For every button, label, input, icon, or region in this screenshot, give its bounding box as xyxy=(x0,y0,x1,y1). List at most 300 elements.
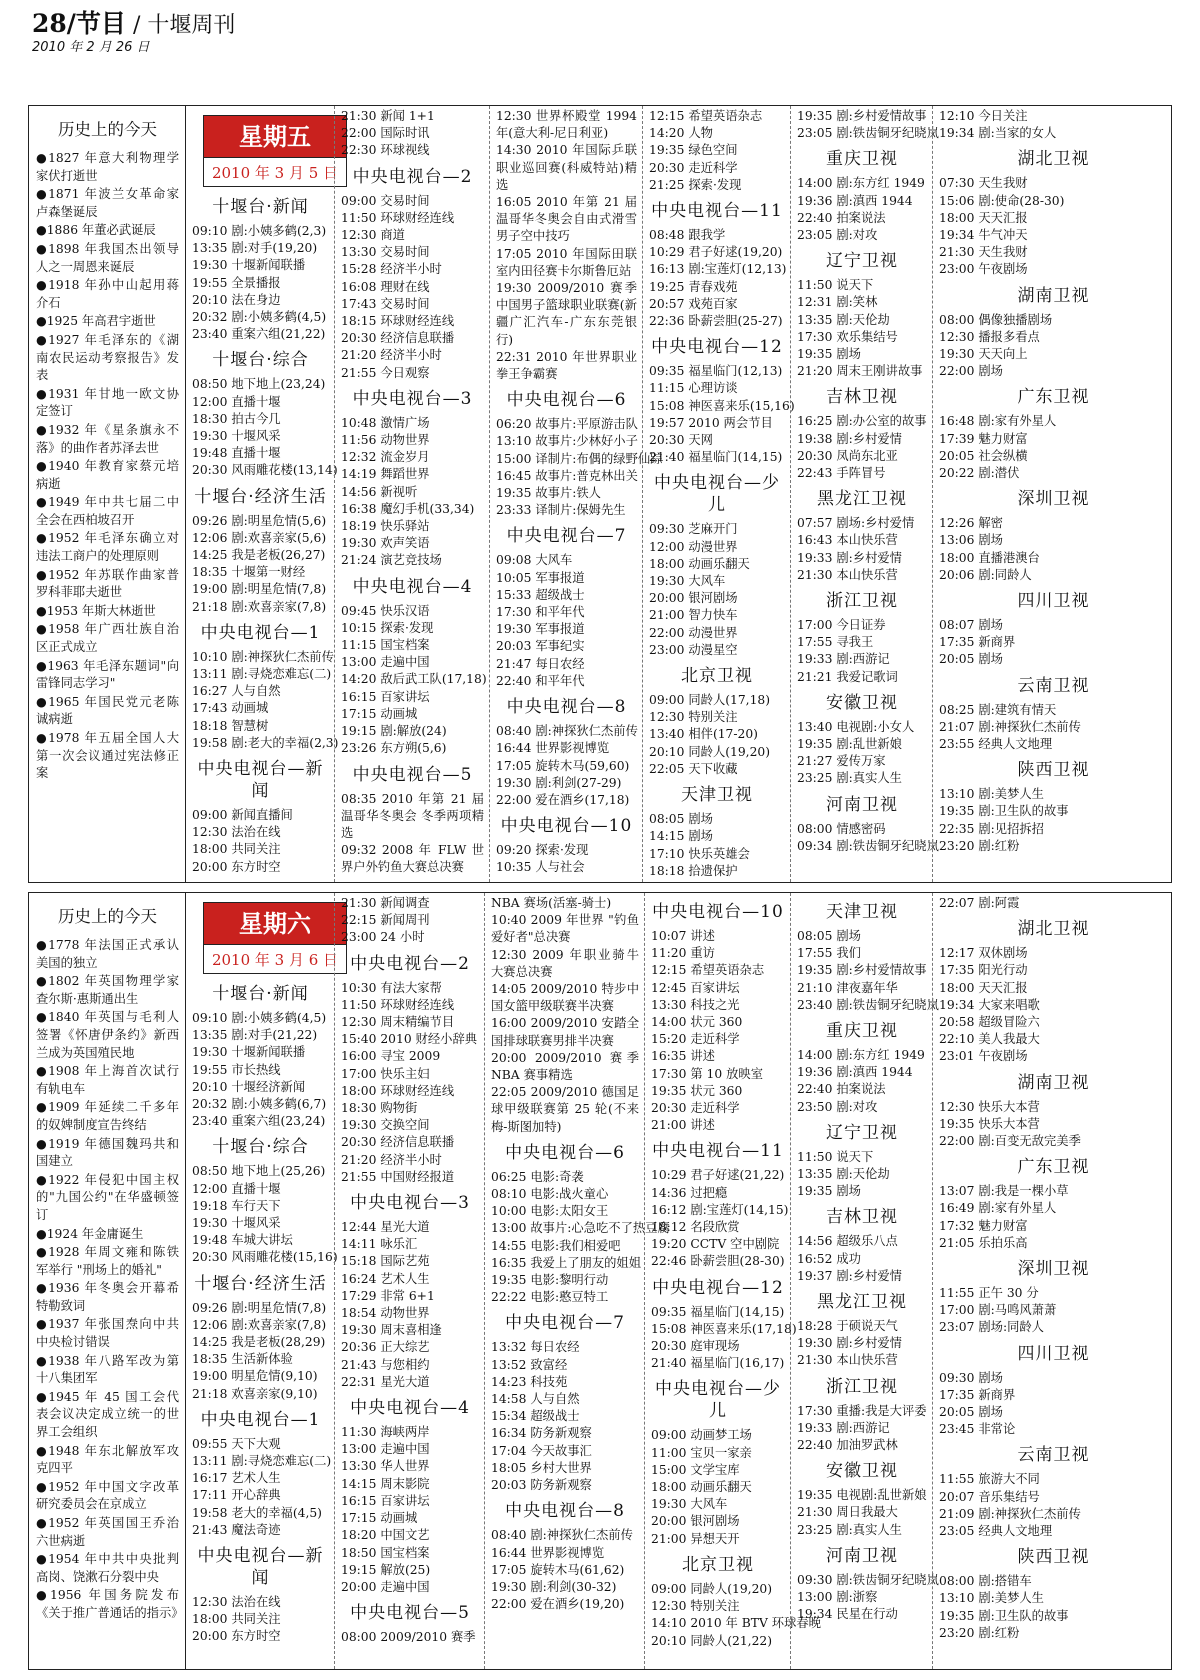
program-item: 09:20 探索·发现 xyxy=(496,843,589,858)
program-item: 14:56 新视听 xyxy=(341,484,418,499)
program-item: 23:20 剧:红粉 xyxy=(939,1625,1020,1640)
program-item: 13:32 每日农经 xyxy=(491,1340,580,1355)
channel-heading: 云南卫视 xyxy=(1017,1445,1090,1466)
saturday-panel xyxy=(28,892,1172,1670)
program-item: 18:05 乡村大世界 xyxy=(491,1460,592,1475)
program-item: 09:26 剧:明星危情(7,8) xyxy=(192,1300,327,1315)
program-item: 19:20 CCTV 空中剧院 xyxy=(651,1237,780,1252)
program-item: 12:00 直播十堰 xyxy=(192,1181,281,1196)
channel-heading: 中央电视台—新闻 xyxy=(197,759,324,802)
program-item: 20:30 经济信息联播 xyxy=(341,331,455,346)
program-item: 17:39 魅力财富 xyxy=(939,431,1028,446)
program-item: 12:30 播报多看点 xyxy=(939,329,1040,344)
program-item: 11:50 说天下 xyxy=(797,278,874,293)
program-item: 08:00 剧:搭错车 xyxy=(939,1574,1032,1589)
channel-heading: 湖南卫视 xyxy=(1017,285,1090,306)
program-item: 21:18 剧:欢喜亲家(7,8) xyxy=(192,599,327,614)
program-item: 15:20 走近科学 xyxy=(651,1032,740,1047)
program-item: 21:30 周日我最大 xyxy=(797,1505,898,1520)
program-item: 19:35 绿色空间 xyxy=(649,143,738,158)
program-item: 13:35 剧:天伦劫 xyxy=(797,1167,890,1182)
program-item: 22:40 拍案说法 xyxy=(797,1082,886,1097)
program-item: 17:05 旋转木马(61,62) xyxy=(491,1562,625,1577)
history-event: ●1802 年英国物理学家查尔斯·惠斯通出生 xyxy=(36,974,179,1006)
channel-heading: 中央电视台—6 xyxy=(505,1142,625,1163)
program-item: 14:56 超级乐八点 xyxy=(797,1234,898,1249)
channel-heading: 广东卫视 xyxy=(1017,387,1090,408)
program-item: 15:33 超级战士 xyxy=(496,587,585,602)
program-item: 13:35 剧:对手(19,20) xyxy=(192,241,318,256)
program-item: 22:30 环球视线 xyxy=(341,143,430,158)
program-item: 23:45 非常论 xyxy=(939,1422,1016,1437)
program-item: 15:08 神医喜来乐(17,18) xyxy=(651,1321,797,1336)
program-item: 19:30 大风车 xyxy=(651,1497,728,1512)
program-item: 08:00 偶像独播剧场 xyxy=(939,312,1053,327)
program-item: 09:00 同龄人(17,18) xyxy=(649,693,771,708)
history-event: ●1918 年孙中山起用蒋介石 xyxy=(36,278,179,310)
program-item: 19:35 电影:黎明行动 xyxy=(491,1273,609,1288)
program-item: 16:48 剧:家有外星人 xyxy=(939,414,1057,429)
channel-heading: 深圳卫视 xyxy=(1017,1259,1090,1280)
program-item: 12:30 法治在线 xyxy=(192,1595,281,1610)
channel-heading: 天津卫视 xyxy=(826,902,898,922)
program-item: 08:50 地下地上(23,24) xyxy=(192,377,326,392)
program-item: 09:35 福星临门(12,13) xyxy=(649,364,783,379)
channel-heading: 北京卫视 xyxy=(682,1554,754,1575)
program-item: 12:44 星光大道 xyxy=(341,1220,430,1235)
program-item: 16:43 本山快乐营 xyxy=(797,533,898,548)
history-event: ●1954 年中共中央批判高岗、饶漱石分裂中央 xyxy=(36,1552,179,1584)
history-today xyxy=(29,893,186,1669)
program-item: 20:10 十堰经济新闻 xyxy=(192,1079,306,1094)
page-number: 28/ xyxy=(32,9,76,38)
listing-column xyxy=(186,106,339,882)
channel-heading: 十堰台·新闻 xyxy=(212,984,309,1004)
channel-heading: 浙江卫视 xyxy=(826,1376,898,1397)
program-item: 19:55 市长热线 xyxy=(192,1062,281,1077)
history-event: ●1898 年我国杰出领导人之一周恩来诞辰 xyxy=(36,241,179,274)
program-item: 12:06 剧:欢喜亲家(7,8) xyxy=(192,1317,327,1332)
program-item: 19:34 民星在行动 xyxy=(797,1607,898,1622)
program-item: 16:35 我爱上了朋友的姐姐 xyxy=(491,1255,642,1270)
program-item: 13:30 交易时间 xyxy=(341,245,430,260)
program-item: 13:10 剧:美梦人生 xyxy=(939,1591,1044,1606)
program-item: 18:28 于硕说天气 xyxy=(797,1319,898,1334)
history-title: 历史上的今天 xyxy=(58,120,157,139)
program-item: 11:30 海峡两岸 xyxy=(341,1425,430,1440)
program-item: 09:30 芝麻开门 xyxy=(649,522,738,537)
program-item: 19:36 剧:滇西 1944 xyxy=(797,1065,913,1080)
listing-column xyxy=(790,893,939,1669)
program-item: 18:18 拾遗保护 xyxy=(649,863,738,878)
program-item: 10:48 激情广场 xyxy=(341,415,430,430)
program-item: 23:50 剧:对攻 xyxy=(797,1099,878,1114)
program-item: 16:35 讲述 xyxy=(651,1049,715,1064)
program-item: 18:00 环球财经连线 xyxy=(341,1083,455,1098)
history-event: ●1978 年五届全国人大第一次会议通过宪法修正案 xyxy=(36,731,179,781)
history-event: ●1953 年斯大林逝世 xyxy=(36,603,156,618)
listing-column xyxy=(334,893,484,1669)
program-item: 17:55 寻我王 xyxy=(797,635,874,650)
program-item: 18:30 拍古今几 xyxy=(192,411,281,426)
program-item: 19:30 交换空间 xyxy=(341,1118,430,1133)
program-item: 09:32 2008 年 FLW 世界户外钓鱼大赛总决赛 xyxy=(341,843,484,875)
program-item: 22:35 剧:见招拆招 xyxy=(939,821,1044,836)
program-item: 12:15 希望英语杂志 xyxy=(649,109,763,123)
program-item: 17:30 和平年代 xyxy=(496,605,585,620)
program-item: 12:30 世界杯殿堂 1994 年(意大利-尼日利亚) xyxy=(496,109,637,141)
channel-heading: 黑龙江卫视 xyxy=(817,1292,907,1313)
program-item: 20:05 剧场 xyxy=(939,652,1003,667)
program-item: 23:00 午夜剧场 xyxy=(939,262,1028,277)
channel-heading: 中央电视台—11 xyxy=(651,201,783,222)
history-event: ●1919 年德国魏玛共和国建立 xyxy=(36,1136,179,1169)
program-item: 12:00 动漫世界 xyxy=(649,539,738,554)
program-item: 11:00 宝贝一家亲 xyxy=(651,1445,752,1460)
program-item: 22:07 剧:阿霞 xyxy=(939,896,1020,910)
channel-heading: 中央电视台—5 xyxy=(350,1603,470,1624)
program-item: 19:35 剧:乱世新娘 xyxy=(797,737,902,752)
program-item: 10:29 君子好逑(19,20) xyxy=(649,245,783,260)
program-item: 19:30 十堰新闻联播 xyxy=(192,1045,306,1060)
program-item: 16:34 防务新观察 xyxy=(491,1426,592,1441)
program-item: 19:37 剧:乡村爱情 xyxy=(797,1268,902,1283)
program-item: 20:22 剧:潜伏 xyxy=(939,466,1020,481)
program-item: 22:40 加油罗武林 xyxy=(797,1438,898,1453)
program-item: 20:03 军事纪实 xyxy=(496,639,585,654)
program-item: 13:00 剧:浙察 xyxy=(797,1590,878,1605)
program-item: 20:00 走遍中国 xyxy=(341,1579,430,1594)
program-item: 20:00 银河剧场 xyxy=(651,1514,740,1529)
channel-heading: 十堰台·综合 xyxy=(212,350,309,371)
program-item: 15:40 2010 财经小辞典 xyxy=(341,1032,478,1047)
program-item: 12:00 直播十堰 xyxy=(192,394,281,409)
channel-heading: 中央电视台—2 xyxy=(350,953,470,974)
program-item: 16:17 艺术人生 xyxy=(192,1471,281,1486)
program-item: 21:25 探索·发现 xyxy=(649,177,742,192)
listing-column xyxy=(186,893,339,1669)
program-item: 18:00 直播港澳台 xyxy=(939,550,1040,565)
program-item: 23:33 译制片:保姆先生 xyxy=(496,503,626,518)
program-item: 19:35 剧:卫生队的故事 xyxy=(939,1608,1069,1623)
history-event: ●1886 年董必武诞辰 xyxy=(36,223,156,238)
program-item: 21:07 剧:神探狄仁杰前传 xyxy=(939,719,1081,734)
program-item: 23:05 经典人文地理 xyxy=(939,1524,1053,1539)
history-event: ●1952 年英国国王乔治六世病逝 xyxy=(36,1516,179,1548)
channel-heading: 中央电视台—12 xyxy=(652,1277,784,1298)
history-event: ●1932 年《星条旗永不落》的曲作者苏泽去世 xyxy=(36,422,179,455)
program-item: 19:33 剧:乡村爱情 xyxy=(797,550,902,565)
program-item: 13:11 剧:寻烧恋难忘(二) xyxy=(192,1454,332,1469)
program-item: 16:49 剧:家有外星人 xyxy=(939,1201,1057,1216)
program-item: 19:30 周末喜相逢 xyxy=(341,1323,442,1338)
program-item: 12:30 2009 年职业骑牛大赛总决赛 xyxy=(491,947,639,979)
history-event: ●1840 年英国与毛利人签署《怀唐伊条约》新西兰成为英国殖民地 xyxy=(36,1010,179,1060)
program-item: 15:18 国际艺苑 xyxy=(341,1254,430,1269)
program-item: 09:45 快乐汉语 xyxy=(341,603,430,618)
program-item: 08:40 剧:神探狄仁杰前传 xyxy=(496,724,638,739)
program-item: 11:55 旅游大不同 xyxy=(939,1472,1040,1487)
channel-heading: 中央电视台—5 xyxy=(352,764,473,785)
program-item: 18:00 天天汇报 xyxy=(939,980,1028,995)
program-item: 20:00 2009/2010 赛季 NBA 赛事精选 xyxy=(491,1050,639,1083)
program-item: 14:30 2010 年国际乒联职业巡回赛(科威特站)精选 xyxy=(496,143,637,192)
program-item: 20:36 正大综艺 xyxy=(341,1340,430,1355)
program-item: 19:33 剧:西游记 xyxy=(797,1420,890,1435)
program-item: 21:20 经济半小时 xyxy=(341,1152,442,1167)
weekday-label: 星期五 xyxy=(203,115,347,157)
program-item: 14:10 2010 年 BTV 环球春晚 xyxy=(651,1616,821,1631)
program-item: 10:30 有法大家帮 xyxy=(341,980,442,995)
program-item: 20:10 同龄人(19,20) xyxy=(649,744,771,759)
channel-heading: 中央电视台—8 xyxy=(506,697,627,718)
program-item: 14:55 电影:我们相爱吧 xyxy=(491,1238,621,1253)
channel-heading: 重庆卫视 xyxy=(826,1021,898,1042)
history-today xyxy=(29,106,186,882)
program-item: 16:15 百家讲坛 xyxy=(341,1493,430,1508)
program-item: 13:00 走遍中国 xyxy=(341,1442,430,1457)
program-item: 16:00 寻宝 2009 xyxy=(341,1049,441,1064)
program-item: 17:00 快乐主妇 xyxy=(341,1066,430,1081)
channel-heading: 天津卫视 xyxy=(681,785,753,806)
program-item: 20:32 剧:小姨多鹤(6,7) xyxy=(192,1097,327,1112)
program-item: 10:07 讲述 xyxy=(651,929,715,943)
program-item: 10:05 军事报道 xyxy=(496,570,585,585)
day-banner xyxy=(202,114,348,190)
program-item: 19:35 剧场 xyxy=(797,1184,861,1199)
history-event: ●1778 年法国正式承认美国的独立 xyxy=(36,938,179,970)
program-item: 13:40 相伴(17-20) xyxy=(649,727,758,742)
program-item: 12:30 商道 xyxy=(341,228,405,243)
program-item: 10:29 君子好逑(21,22) xyxy=(651,1168,785,1183)
program-item: 23:25 剧:真实人生 xyxy=(797,771,902,786)
program-item: 22:36 卧薪尝胆(25-27) xyxy=(649,314,783,329)
channel-heading: 中央电视台—少儿 xyxy=(655,1379,781,1422)
program-item: 20:30 风雨雕花楼(13,14) xyxy=(192,463,338,478)
program-item: 19:30 十堰风采 xyxy=(192,1216,281,1231)
channel-heading: 重庆卫视 xyxy=(826,149,898,170)
program-item: 18:35 生活新体验 xyxy=(192,1352,293,1367)
program-item: 18:30 购物街 xyxy=(341,1101,418,1116)
listing-column xyxy=(489,106,663,882)
program-item: 23:05 剧:铁齿铜牙纪晓岚 xyxy=(797,126,939,141)
program-item: 10:40 2009 年世界 "钓鱼爱好者"总决赛 xyxy=(491,913,639,945)
program-item: 19:57 2010 两会节目 xyxy=(649,415,773,430)
program-item: NBA 赛场(活塞-骑士) xyxy=(491,896,612,910)
program-item: 16:05 2010 年第 21 届温哥华冬奥会自由式滑雪男子空中技巧 xyxy=(496,195,637,244)
program-item: 17:30 第 10 放映室 xyxy=(651,1066,763,1081)
program-item: 15:08 神医喜来乐(15,16) xyxy=(649,398,795,413)
program-item: 19:30 欢声笑语 xyxy=(341,536,430,551)
channel-heading: 中央电视台—6 xyxy=(506,390,627,411)
program-item: 09:00 同龄人(19,20) xyxy=(651,1581,773,1596)
program-item: 19:35 剧:乡村爱情故事 xyxy=(797,109,927,123)
program-item: 20:00 东方时空 xyxy=(192,859,281,874)
program-item: 21:40 福星临门(14,15) xyxy=(649,450,783,465)
date-label: 2010 年 3 月 5 日 xyxy=(203,157,347,187)
program-item: 14:00 剧:东方红 1949 xyxy=(797,1048,925,1063)
program-item: 20:30 天网 xyxy=(649,433,713,448)
channel-heading: 辽宁卫视 xyxy=(826,251,898,272)
history-event: ●1965 年国民党元老陈诚病逝 xyxy=(36,694,179,727)
program-item: 11:50 环球财经连线 xyxy=(341,210,455,225)
program-item: 12:45 百家讲坛 xyxy=(651,980,740,995)
history-event: ●1952 年毛泽东确立对违法工商户的处理原则 xyxy=(36,531,179,564)
program-item: 17:32 魅力财富 xyxy=(939,1218,1028,1233)
program-item: 22:00 爱在酒乡(19,20) xyxy=(491,1597,625,1612)
program-item: 09:00 新闻直播间 xyxy=(192,808,293,823)
program-item: 19:35 剧:卫生队的故事 xyxy=(939,804,1069,819)
program-item: 18:00 天天汇报 xyxy=(939,210,1028,225)
program-item: 17:04 今天故事汇 xyxy=(491,1443,592,1458)
program-item: 09:34 剧:铁齿铜牙纪晓岚 xyxy=(797,838,939,853)
program-item: 10:15 探索·发现 xyxy=(341,620,434,635)
program-item: 20:30 走近科学 xyxy=(649,160,738,175)
channel-heading: 四川卫视 xyxy=(1017,591,1090,612)
channel-heading: 十堰台·新闻 xyxy=(212,197,309,217)
program-item: 13:40 电视剧:小女人 xyxy=(797,719,915,734)
program-item: 22:31 2010 年世界职业拳王争霸赛 xyxy=(496,349,637,382)
channel-heading: 吉林卫视 xyxy=(826,387,898,408)
program-item: 21:30 本山快乐营 xyxy=(797,567,898,582)
program-item: 09:10 剧:小姨多鹤(4,5) xyxy=(192,1011,327,1025)
program-item: 17:55 我们 xyxy=(797,946,861,961)
program-item: 13:10 剧:美梦人生 xyxy=(939,787,1044,802)
program-item: 21:40 福星临门(16,17) xyxy=(651,1356,785,1371)
program-item: 21:24 演艺竞技场 xyxy=(341,553,442,568)
issue-date: 2010 年 2 月 26 日 xyxy=(32,40,150,55)
program-item: 18:00 动画乐翻天 xyxy=(649,556,750,571)
program-item: 17:15 动画城 xyxy=(341,706,418,721)
program-item: 17:00 剧:马鸣风萧萧 xyxy=(939,1303,1057,1318)
program-item: 11:15 国宝档案 xyxy=(341,638,430,653)
history-event: ●1937 年张国焘向中共中央检讨错误 xyxy=(36,1317,179,1350)
program-item: 19:30 十堰新闻联播 xyxy=(192,258,306,273)
listing-column xyxy=(644,893,821,1669)
program-item: 14:36 过把瘾 xyxy=(651,1185,728,1200)
program-item: 19:38 剧:乡村爱情 xyxy=(797,431,902,446)
program-item: 19:34 牛气冲天 xyxy=(939,228,1028,243)
program-item: 20:58 超级冒险六 xyxy=(939,1015,1040,1030)
program-item: 19:30 军事报道 xyxy=(496,622,585,637)
channel-heading: 陕西卫视 xyxy=(1017,1547,1090,1568)
program-item: 20:07 音乐集结号 xyxy=(939,1489,1040,1504)
channel-heading: 十堰台·综合 xyxy=(212,1137,309,1158)
program-item: 08:07 剧场 xyxy=(939,618,1003,633)
program-item: 12:26 解密 xyxy=(939,516,1003,531)
program-item: 16:15 百家讲坛 xyxy=(341,689,430,704)
program-item: 17:10 快乐英雄会 xyxy=(649,846,750,861)
program-item: 19:30 剧:利剑(27-29) xyxy=(496,775,622,790)
program-item: 23:40 剧:铁齿铜牙纪晓岚 xyxy=(797,997,939,1012)
program-item: 21:47 每日农经 xyxy=(496,656,585,671)
program-item: 23:07 剧场:同龄人 xyxy=(939,1320,1044,1335)
program-item: 21:21 我爱记歌词 xyxy=(797,669,898,684)
program-item: 14:00 状元 360 xyxy=(651,1015,743,1030)
weekday-label: 星期六 xyxy=(203,902,347,944)
program-item: 13:00 走遍中国 xyxy=(341,655,430,670)
program-item: 13:07 剧:我是一棵小草 xyxy=(939,1184,1069,1199)
program-item: 21:30 天生我财 xyxy=(939,245,1028,260)
program-item: 22:00 爱在酒乡(17,18) xyxy=(496,792,630,807)
program-item: 21:43 魔法奇迹 xyxy=(192,1522,281,1537)
program-item: 08:10 电影:战火童心 xyxy=(491,1187,609,1202)
program-item: 19:25 青春戏苑 xyxy=(649,279,738,294)
program-item: 16:44 世界影视博览 xyxy=(491,1545,605,1560)
program-item: 09:08 大风车 xyxy=(496,553,573,568)
channel-heading: 吉林卫视 xyxy=(826,1207,898,1228)
program-item: 16:12 剧:宝莲灯(14,15) xyxy=(651,1202,789,1217)
program-item: 13:00 故事片:心急吃不了热豆腐 xyxy=(491,1221,670,1236)
program-item: 22:00 剧场 xyxy=(939,364,1003,379)
program-item: 12:31 剧:笑林 xyxy=(797,295,878,310)
listing-column xyxy=(484,893,670,1669)
program-item: 08:05 剧场 xyxy=(797,929,861,943)
channel-heading: 深圳卫视 xyxy=(1017,489,1090,510)
program-item: 21:30 新闻调查 xyxy=(341,896,430,910)
program-item: 18:15 环球财经连线 xyxy=(341,314,455,329)
program-item: 16:24 艺术人生 xyxy=(341,1271,430,1286)
program-item: 16:52 成功 xyxy=(797,1251,861,1266)
program-item: 20:32 剧:小姨多鹤(4,5) xyxy=(192,310,327,325)
program-item: 22:00 动漫世界 xyxy=(649,625,738,640)
program-item: 21:00 异想天开 xyxy=(651,1531,740,1546)
channel-heading: 中央电视台—10 xyxy=(652,902,784,922)
program-item: 08:40 剧:神探狄仁杰前传 xyxy=(491,1528,633,1543)
program-item: 12:30 法治在线 xyxy=(192,825,281,840)
history-event: ●1963 年毛泽东题词"向雷锋同志学习" xyxy=(36,658,179,691)
program-item: 09:55 天下大观 xyxy=(192,1436,281,1451)
channel-heading: 河南卫视 xyxy=(826,794,898,815)
program-item: 17:35 阳光行动 xyxy=(939,963,1028,978)
program-item: 09:30 剧场 xyxy=(939,1370,1003,1385)
program-item: 19:30 天天向上 xyxy=(939,347,1028,362)
history-event: ●1940 年教育家蔡元培病逝 xyxy=(36,459,179,491)
publication-name: 十堰周刊 xyxy=(147,13,236,38)
program-item: 12:17 双休剧场 xyxy=(939,946,1028,961)
program-item: 19:34 剧:当家的女人 xyxy=(939,126,1057,141)
channel-heading: 北京卫视 xyxy=(681,666,753,687)
program-item: 19:30 2009/2010 赛季中国男子篮球职业联赛(新疆广汇汽车-广东东莞银行) xyxy=(496,281,637,347)
program-item: 23:26 东方朔(5,6) xyxy=(341,741,447,756)
program-item: 22:40 和平年代 xyxy=(496,673,585,688)
program-item: 11:20 重访 xyxy=(651,946,715,961)
program-item: 06:20 故事片:平原游击队 xyxy=(496,417,638,432)
program-item: 20:57 戏苑百家 xyxy=(649,296,738,311)
channel-heading: 河南卫视 xyxy=(826,1545,898,1566)
program-item: 15:28 经济半小时 xyxy=(341,262,442,277)
program-item: 19:15 解放(25) xyxy=(341,1562,431,1577)
program-item: 23:05 剧:对攻 xyxy=(797,228,878,243)
header-separator: / xyxy=(132,13,141,38)
listing-column xyxy=(642,106,795,882)
history-event: ●1949 年中共七届二中全会在西柏坡召开 xyxy=(36,495,179,527)
program-item: 19:35 剧场 xyxy=(797,347,861,362)
program-item: 16:45 故事片:普克林出关 xyxy=(496,468,638,483)
program-item: 16:38 魔幻手机(33,34) xyxy=(341,501,475,516)
program-item: 21:27 爱传万家 xyxy=(797,754,886,769)
program-item: 20:30 庭审现场 xyxy=(651,1339,740,1354)
program-item: 17:43 动画城 xyxy=(192,701,269,716)
program-item: 13:11 剧:寻烧恋难忘(二) xyxy=(192,667,332,682)
program-item: 18:12 名段欣赏 xyxy=(651,1220,740,1235)
program-item: 08:00 情感密码 xyxy=(797,821,886,836)
channel-heading: 十堰台·经济生活 xyxy=(194,486,327,507)
program-item: 20:10 法在身边 xyxy=(192,292,281,307)
program-item: 20:30 走近科学 xyxy=(651,1101,740,1116)
program-item: 19:36 剧:滇西 1944 xyxy=(797,193,913,208)
channel-heading: 中央电视台—少儿 xyxy=(654,473,780,516)
